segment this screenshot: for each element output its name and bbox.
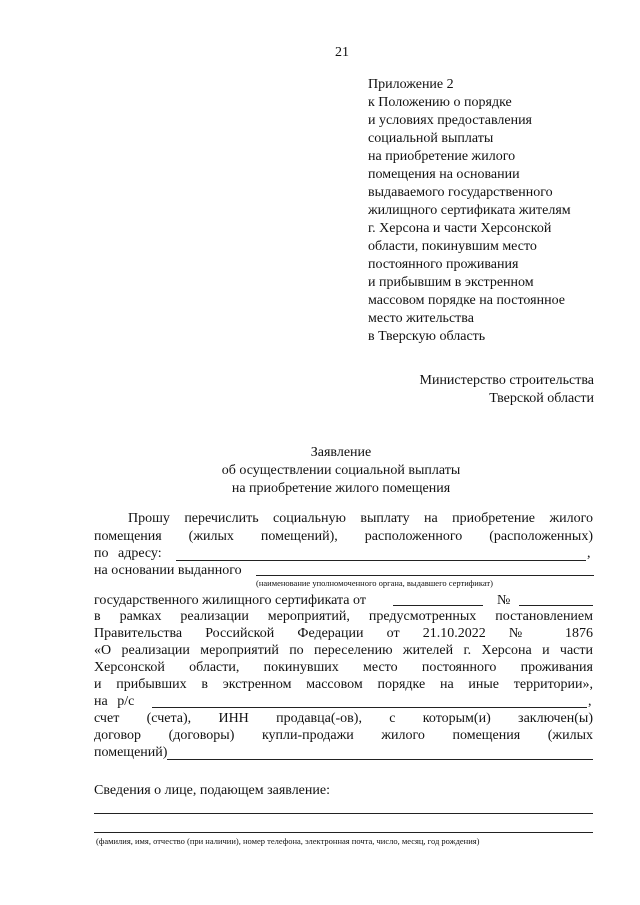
appendix-line: к Положению о порядке [368,95,512,110]
appendix-line: г. Херсона и части Херсонской [368,221,552,236]
body-line: счет (счета), ИНН продавца(-ов), с которым(и) заключен(ы) [94,711,593,726]
body-line: помещений) [94,745,168,760]
comma: , [587,546,591,561]
comma: , [588,694,592,709]
contract-field[interactable] [167,759,593,760]
appendix-line: области, покинувшим место [368,239,537,254]
account-label: на р/с [94,694,135,709]
document-subtitle-2: на приобретение жилого помещения [231,481,451,496]
appendix-line: выдаваемого государственного [368,185,553,200]
body-line: помещения (жилых помещений), расположенного (расположенных) [94,529,593,544]
document-subtitle-1: об осуществлении социальной выплаты [221,463,461,478]
body-line: «О реализации мероприятий по переселению жителей г. Херсона и части [94,643,593,658]
body-line: Прошу перечислить социальную выплату на приобретение жилого [128,511,593,526]
body-line: Правительства Российской Федерации от 21.10.2022 № 1876 [94,626,593,641]
appendix-line: массовом порядке на постоянное [368,293,565,308]
appendix-block [368,76,571,346]
applicant-info-hint: (фамилия, имя, отчество (при наличии), номер телефона, электронная почта, число, месяц, год рождения) [96,836,480,846]
body-line: в рамках реализации мероприятий, предусмотренных постановлением [94,609,593,624]
addressee-line-2: Тверской области [489,391,594,406]
appendix-line: место жительства [368,311,474,326]
address-field[interactable] [176,560,586,561]
issued-basis-label: на основании выданного [94,563,242,578]
appendix-line: и условиях предоставления [368,113,532,128]
address-label: по адресу: [94,546,162,561]
appendix-line: Приложение 2 [368,77,454,92]
applicant-info-heading: Сведения о лице, подающем заявление: [94,783,330,798]
body-line: договор (договоры) купли-продажи жилого помещения (жилых [94,728,593,743]
certificate-number-field[interactable] [519,605,593,606]
appendix-line: жилищного сертификата жителям [368,203,571,218]
appendix-line: на приобретение жилого [368,149,516,164]
body-line: Херсонской области, покинувших место постоянного проживания [94,660,593,675]
page-number: 21 [335,45,349,60]
appendix-line: социальной выплаты [368,131,494,146]
certificate-label: государственного жилищного сертификата от [94,593,366,608]
applicant-info-field-2[interactable] [94,832,593,833]
certificate-date-field[interactable] [393,605,483,606]
body-line: и прибывших в экстренном массовом порядке на иные территории», [94,677,593,692]
issuing-authority-field[interactable] [256,575,594,576]
issuing-authority-hint: (наименование уполномоченного органа, выдавшего сертификат) [256,578,493,588]
appendix-line: помещения на основании [368,167,520,182]
certificate-number-sign: № [497,593,511,608]
account-field[interactable] [152,707,587,708]
appendix-line: постоянного проживания [368,257,519,272]
addressee-line-1: Министерство строительства [419,373,594,388]
appendix-line: в Тверскую область [368,329,486,344]
applicant-info-field-1[interactable] [94,813,593,814]
document-title: Заявление [310,445,372,460]
appendix-line: и прибывшим в экстренном [368,275,534,290]
